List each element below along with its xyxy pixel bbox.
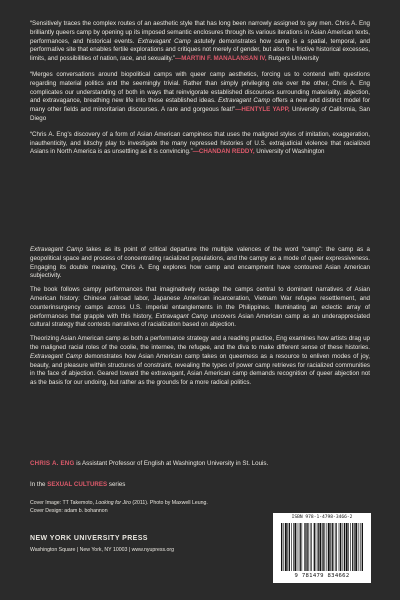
quote-affiliation: University of Washington: [254, 148, 325, 156]
book-title-italic: Extravagant Camp: [137, 37, 191, 45]
cover-design-credit: Cover Design: adam b. bohannon: [30, 507, 108, 514]
barcode-bar: [293, 523, 294, 571]
book-title-italic: Extravagant Camp: [218, 97, 270, 105]
isbn-barcode: [273, 513, 371, 583]
barcode-bar: [330, 523, 331, 571]
quote-text: astutely demonstrates how camp is a spatial, temporal, and performative site that enables fertile explorations and critiques not merely of gender, but also the frictive historical excesses, limits, and possibilities of nation, race, and sexuality.”: [30, 37, 370, 63]
endorsement-quote: [30, 131, 370, 157]
publisher-block: [30, 534, 250, 554]
publisher-name: NEW YORK UNIVERSITY PRESS: [30, 535, 148, 542]
barcode-bar: [354, 523, 355, 571]
barcode-bar: [335, 523, 336, 571]
barcode-bar: [291, 523, 292, 571]
endorsement-quote: [30, 71, 370, 124]
endorsements: [30, 20, 370, 164]
paragraph-text: Theorizing Asian American camp as both a performance strategy and a reading practice, Eng examines how artists drag up the maligned racial roles of the coolie, the internee, the refugee, and the diva to make different sense of these histories.: [30, 335, 370, 351]
barcode-bar: [287, 523, 288, 571]
paragraph-text: takes as its point of critical departure the multiple valences of the word “camp”: the camp as a geopolitical space and process of concentrating racialized populations, and the campy as a mode of queer expressiveness. Engaging its double meaning, Chris A. Eng explores how camp and encampment have contoured Asian American subjectivity.: [30, 246, 370, 280]
book-title-italic: Extravagant Camp: [155, 312, 208, 320]
barcode-bar: [318, 523, 319, 571]
book-description: [30, 246, 370, 393]
barcode-bar: [310, 523, 311, 571]
paragraph-text: demonstrates how Asian American camp takes on queerness as a resource to enliven modes of joy, beauty, and pleasure within structures of constraint, revealing the types of power camp retrieves for racialized communities in the face of abjection. Geared toward the extravagant, Asian American camp demands recognition of queer abjection not as the basis for our undoing, but rather as the grounds for a more radical politics.: [30, 352, 370, 387]
barcode-bar: [319, 523, 321, 571]
isbn-label: ISBN 978-1-4798-3466-2: [291, 515, 353, 520]
series-prefix: In the: [30, 481, 48, 488]
barcode-bar: [311, 523, 312, 571]
barcode-bar: [285, 523, 287, 571]
author-bio: [30, 460, 370, 469]
barcode-bar: [344, 523, 345, 571]
barcode-bar: [305, 523, 306, 571]
quote-author: —HENTYLE YAPP,: [235, 106, 290, 114]
author-name: CHRIS A. ENG: [30, 460, 75, 467]
book-title-italic: Extravagant Camp: [30, 352, 83, 360]
barcode-bar: [346, 523, 348, 571]
barcode-bar: [316, 523, 317, 571]
cover-image-credit: [30, 500, 230, 508]
quote-text: “Chris A. Eng’s discovery of a form of Asian American campiness that uses the maligned styles of imitation, exaggeration, inauthenticity, and kitschy play to investigate the many repressed histories of U.S. extrajudicial violence that racialized Asians in North America is as unsettling as it is convincing.”: [30, 130, 370, 156]
barcode-bar: [302, 523, 303, 571]
description-paragraph: [30, 286, 370, 330]
barcode-bar: [304, 523, 305, 571]
barcode-bar: [326, 523, 327, 571]
barcode-bar: [340, 523, 341, 571]
barcode-bar: [352, 523, 353, 571]
barcode-bar: [350, 523, 351, 571]
quote-text: offers a new and distinct model for many other fields and minoritarian discourses. A rare and gorgeous feat!”: [30, 97, 371, 114]
barcode-bar: [298, 523, 299, 571]
paragraph-text: uncovers Asian American camp as an underappreciated cultural strategy that contests narratives of racialization based on abjection.: [30, 312, 370, 329]
barcode-bar: [348, 523, 349, 571]
series-suffix: series: [107, 481, 126, 488]
series-line: [30, 481, 370, 490]
quote-affiliation: University of California, San Diego: [30, 106, 371, 122]
artwork-title: Looking for Jiro: [95, 500, 131, 506]
barcode-bar: [334, 523, 335, 571]
barcode-bar: [359, 523, 360, 571]
barcode-bar: [283, 523, 284, 571]
quote-author: —MARTIN F. MANALANSAN IV,: [175, 55, 267, 63]
cover-credits: [30, 500, 230, 516]
quote-text: “Merges conversations around biopolitical camps with queer camp aesthetics, forcing us to contend with questions regarding material politics and the seemingly trivial. Rather than simply privileging one over the other, Chris A. Eng complicates our understanding of both in ways that reinvigorate established discourses surrounding materiality, abjection, and extravagance, breathing new life into these established ideas.: [30, 70, 370, 105]
isbn-number: 9 781479 834662: [294, 573, 350, 579]
barcode-bar: [314, 523, 315, 571]
quote-author: —CHANDAN REDDY,: [192, 148, 255, 156]
barcode-bar: [328, 523, 330, 571]
description-paragraph: [30, 335, 370, 388]
endorsement-quote: [30, 20, 370, 64]
author-bio-text: is Assistant Professor of English at Washington University in St. Louis.: [74, 460, 269, 467]
barcode-bar: [289, 523, 290, 571]
quote-text: “Sensitively traces the complex routes of an aesthetic style that has long been narrowly assigned to gay men. Chris A. Eng brilliantly queers camp by opening up its imposed semantic enclosures through its various iterations in Asian American texts, performances, and historical events.: [30, 20, 370, 45]
barcode-bar: [332, 523, 333, 571]
barcode-bar: [307, 523, 308, 571]
credit-text: Cover Image: TT Takemoto,: [30, 500, 96, 506]
description-paragraph: [30, 246, 370, 281]
barcode-bar: [355, 523, 357, 571]
barcode-bar: [322, 523, 323, 571]
credit-text: (2011). Photo by Maxwell Leung.: [130, 500, 208, 506]
book-title-italic: Extravagant Camp: [30, 246, 83, 253]
paragraph-text: The book follows campy performances that imaginatively restage the camps central to dominant narratives of Asian American history: Chinese railroad labor, Japanese American incarceration, Vietnam War refugee resettlement, and counterinsurgency camps across U.S. imperial entanglements in the Philippines. Illuminating an eclectic array of performances that grapple with this history,: [30, 286, 370, 320]
barcode-bar: [362, 523, 363, 571]
barcode-bar: [281, 523, 282, 571]
barcode-bar: [300, 523, 301, 571]
quote-affiliation: Rutgers University: [266, 55, 319, 63]
barcode-bar: [339, 523, 340, 571]
barcode-bar: [323, 523, 324, 571]
barcode-bar: [342, 523, 343, 571]
barcode-bar: [360, 523, 361, 571]
barcode-bar: [294, 523, 296, 571]
series-name: SEXUAL CULTURES: [47, 481, 108, 488]
publisher-address: Washington Square | New York, NY 10003 | www.nyupress.org: [30, 546, 174, 553]
